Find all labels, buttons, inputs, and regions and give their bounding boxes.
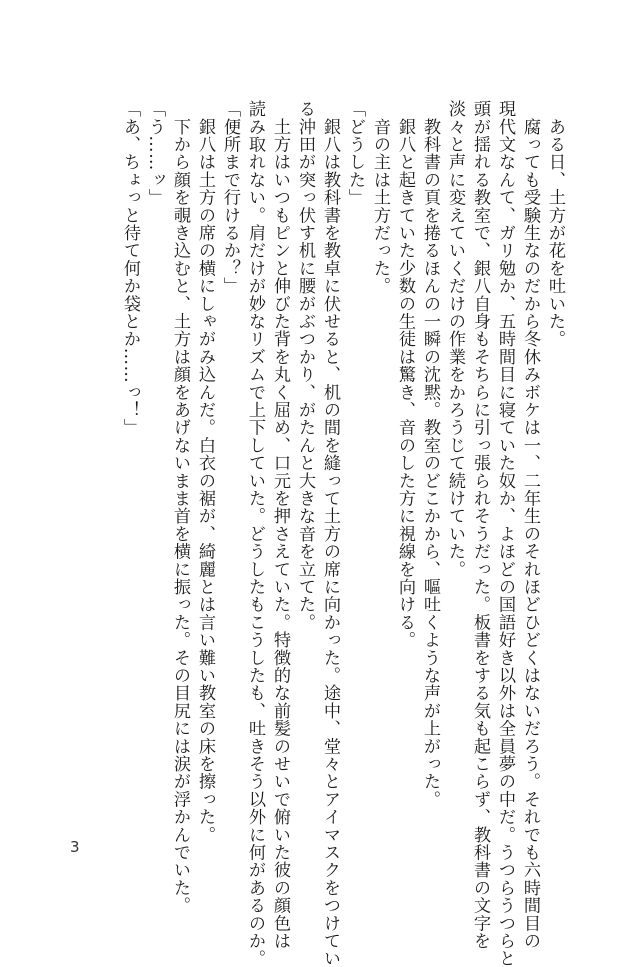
text-line: 「どうした」: [345, 100, 365, 207]
text-line: 銀八と起きていた少数の生徒は驚き、音のした方に視線を向ける。: [395, 100, 415, 649]
text-line: 現代文なんて、ガリ勉か、五時間目に寝ていた奴か、よほどの国語好き以外は全員夢の中だ。うつらうつらと: [495, 100, 515, 967]
text-line: 音の主は土方だった。: [370, 100, 390, 295]
text-line: 「便所まで行けるか？」: [220, 100, 240, 295]
vertical-body-text: [67, 100, 567, 967]
text-line: 頭が揺れる教室で、銀八自身もそちらに引っ張られそうだった。板書をする気も起こらず、教科書の文字を: [470, 100, 490, 950]
text-line: ある日、土方が花を吐いた。: [545, 100, 565, 348]
text-line: 読み取れない。肩だけが妙なリズムで上下していた。どうしたもこうしたも、吐きそう以外に何があるのか。: [245, 100, 265, 967]
text-line: 「あ、ちょっと待て何か袋とか……っ！」: [120, 100, 140, 437]
text-line: 淡々と声に変えていくだけの作業をかろうじて続けていた。: [445, 100, 465, 578]
text-line: 下から顔を覗き込むと、土方は顔をあげないまま首を横に振った。その目尻には涙が浮かんでいた。: [170, 100, 190, 915]
text-line: 土方はいつもピンと伸びた背を丸く屈め、口元を押さえていた。特徴的な前髪のせいで俯いた彼の顔色は: [270, 100, 290, 950]
text-line: る沖田が突っ伏す机に腰がぶつかり、がたんと大きな音を立てた。: [295, 100, 315, 631]
text-line: 教科書の頁を捲るほんの一瞬の沈黙。教室のどこかから、嘔吐くような声が上がった。: [420, 100, 440, 808]
text-line: 銀八は教科書を教卓に伏せると、机の間を縫って土方の席に向かった。途中、堂々とアイマスクをつけてい: [320, 100, 340, 967]
text-line: 「う……ッ」: [145, 100, 165, 207]
text-line: 銀八は土方の席の横にしゃがみ込んだ。白衣の裾が、綺麗とは言い難い教室の床を擦った。: [195, 100, 215, 844]
page-number: 3: [70, 838, 80, 856]
text-line: 腐っても受験生なのだから冬休みボケは一、二年生のそれほどひどくはないだろう。それでも六時間目の: [520, 100, 540, 950]
